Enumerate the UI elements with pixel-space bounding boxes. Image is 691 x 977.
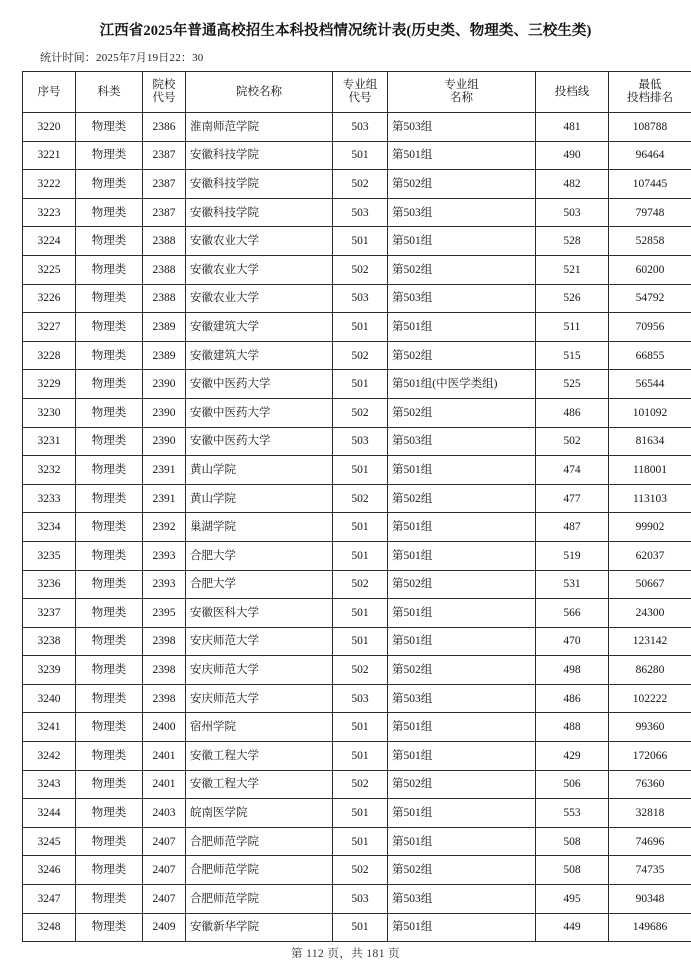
cell-group-code: 501 <box>333 227 388 256</box>
cell-group-code: 501 <box>333 141 388 170</box>
cell-college-code: 2390 <box>143 370 186 399</box>
cell-college-name: 皖南医学院 <box>186 799 333 828</box>
cell-sequence: 3224 <box>23 227 76 256</box>
cell-college-code: 2389 <box>143 313 186 342</box>
cell-category: 物理类 <box>76 570 143 599</box>
table-row <box>23 627 691 656</box>
cell-group-code: 501 <box>333 513 388 542</box>
cell-min-rank: 62037 <box>609 541 691 570</box>
column-header-min-rank <box>609 72 691 113</box>
cell-score-line: 474 <box>536 456 609 485</box>
cell-college-name: 安徽中医药大学 <box>186 398 333 427</box>
cell-category: 物理类 <box>76 799 143 828</box>
cell-group-name: 第501组 <box>388 141 536 170</box>
cell-college-code: 2400 <box>143 713 186 742</box>
cell-group-name: 第503组 <box>388 113 536 142</box>
cell-group-code: 501 <box>333 313 388 342</box>
cell-group-name: 第503组 <box>388 284 536 313</box>
cell-sequence: 3239 <box>23 656 76 685</box>
college-code-line1: 院校 <box>152 78 176 91</box>
cell-college-name: 安徽农业大学 <box>186 227 333 256</box>
table-row <box>23 656 691 685</box>
cell-group-code: 502 <box>333 398 388 427</box>
cell-group-name: 第501组 <box>388 627 536 656</box>
table-row <box>23 885 691 914</box>
column-header-score-line: 投档线 <box>536 72 609 113</box>
page-footer: 第 112 页，共 181 页 <box>290 948 401 960</box>
cell-group-name: 第501组 <box>388 513 536 542</box>
cell-min-rank: 32818 <box>609 799 691 828</box>
cell-score-line: 486 <box>536 398 609 427</box>
cell-group-name: 第501组 <box>388 599 536 628</box>
cell-score-line: 526 <box>536 284 609 313</box>
cell-college-code: 2403 <box>143 799 186 828</box>
cell-group-code: 501 <box>333 599 388 628</box>
cell-sequence: 3234 <box>23 513 76 542</box>
table-row <box>23 770 691 799</box>
cell-min-rank: 102222 <box>609 684 691 713</box>
cell-college-code: 2393 <box>143 570 186 599</box>
cell-min-rank: 108788 <box>609 113 691 142</box>
cell-score-line: 498 <box>536 656 609 685</box>
cell-score-line: 502 <box>536 427 609 456</box>
cell-min-rank: 50667 <box>609 570 691 599</box>
cell-college-code: 2388 <box>143 255 186 284</box>
cell-category: 物理类 <box>76 370 143 399</box>
cell-min-rank: 70956 <box>609 313 691 342</box>
cell-min-rank: 24300 <box>609 599 691 628</box>
table-body <box>23 113 691 942</box>
table-row <box>23 427 691 456</box>
cell-college-name: 安徽中医药大学 <box>186 370 333 399</box>
cell-college-name: 宿州学院 <box>186 713 333 742</box>
cell-college-name: 安庆师范大学 <box>186 656 333 685</box>
cell-group-code: 502 <box>333 255 388 284</box>
cell-category: 物理类 <box>76 713 143 742</box>
cell-min-rank: 56544 <box>609 370 691 399</box>
cell-sequence: 3221 <box>23 141 76 170</box>
cell-college-name: 巢湖学院 <box>186 513 333 542</box>
cell-college-code: 2391 <box>143 484 186 513</box>
cell-score-line: 506 <box>536 770 609 799</box>
table-row <box>23 541 691 570</box>
cell-sequence: 3247 <box>23 885 76 914</box>
cell-college-name: 安徽农业大学 <box>186 284 333 313</box>
cell-college-code: 2398 <box>143 684 186 713</box>
table-row <box>23 370 691 399</box>
column-header-college-code <box>143 72 186 113</box>
cell-min-rank: 101092 <box>609 398 691 427</box>
cell-group-code: 502 <box>333 656 388 685</box>
cell-group-code: 503 <box>333 427 388 456</box>
cell-score-line: 486 <box>536 684 609 713</box>
cell-group-code: 501 <box>333 913 388 942</box>
cell-college-name: 安徽科技学院 <box>186 141 333 170</box>
cell-sequence: 3244 <box>23 799 76 828</box>
cell-group-name: 第501组 <box>388 713 536 742</box>
cell-group-code: 501 <box>333 827 388 856</box>
cell-sequence: 3245 <box>23 827 76 856</box>
cell-college-code: 2387 <box>143 141 186 170</box>
cell-sequence: 3246 <box>23 856 76 885</box>
table-header-row <box>23 72 691 113</box>
cell-group-name: 第501组 <box>388 913 536 942</box>
column-header-group-name <box>388 72 536 113</box>
cell-sequence: 3229 <box>23 370 76 399</box>
cell-college-name: 安徽科技学院 <box>186 198 333 227</box>
cell-sequence: 3230 <box>23 398 76 427</box>
cell-college-name: 合肥大学 <box>186 541 333 570</box>
cell-group-name: 第501组 <box>388 827 536 856</box>
cell-group-name: 第501组 <box>388 456 536 485</box>
cell-category: 物理类 <box>76 827 143 856</box>
cell-category: 物理类 <box>76 856 143 885</box>
cell-college-name: 安徽建筑大学 <box>186 341 333 370</box>
cell-category: 物理类 <box>76 227 143 256</box>
cell-score-line: 482 <box>536 170 609 199</box>
table-row <box>23 827 691 856</box>
cell-score-line: 429 <box>536 742 609 771</box>
cell-min-rank: 118001 <box>609 456 691 485</box>
cell-college-name: 合肥师范学院 <box>186 885 333 914</box>
table-row <box>23 198 691 227</box>
cell-category: 物理类 <box>76 656 143 685</box>
cell-college-code: 2388 <box>143 227 186 256</box>
cell-sequence: 3235 <box>23 541 76 570</box>
cell-college-name: 合肥师范学院 <box>186 827 333 856</box>
cell-category: 物理类 <box>76 541 143 570</box>
cell-group-name: 第502组 <box>388 570 536 599</box>
cell-college-name: 安徽新华学院 <box>186 913 333 942</box>
cell-sequence: 3248 <box>23 913 76 942</box>
cell-min-rank: 79748 <box>609 198 691 227</box>
cell-college-name: 淮南师范学院 <box>186 113 333 142</box>
cell-category: 物理类 <box>76 398 143 427</box>
cell-score-line: 477 <box>536 484 609 513</box>
cell-sequence: 3220 <box>23 113 76 142</box>
table-row <box>23 227 691 256</box>
cell-college-code: 2393 <box>143 541 186 570</box>
cell-group-code: 502 <box>333 170 388 199</box>
cell-min-rank: 99902 <box>609 513 691 542</box>
cell-group-name: 第502组 <box>388 255 536 284</box>
cell-sequence: 3233 <box>23 484 76 513</box>
cell-min-rank: 96464 <box>609 141 691 170</box>
cell-college-name: 安徽中医药大学 <box>186 427 333 456</box>
cell-sequence: 3237 <box>23 599 76 628</box>
cell-category: 物理类 <box>76 198 143 227</box>
cell-college-name: 安徽科技学院 <box>186 170 333 199</box>
cell-category: 物理类 <box>76 913 143 942</box>
table-row <box>23 742 691 771</box>
cell-group-code: 503 <box>333 198 388 227</box>
cell-college-name: 安庆师范大学 <box>186 627 333 656</box>
table-row <box>23 513 691 542</box>
cell-min-rank: 90348 <box>609 885 691 914</box>
cell-category: 物理类 <box>76 599 143 628</box>
page-title: 江西省2025年普通高校招生本科投档情况统计表(历史类、物理类、三校生类) <box>99 23 592 39</box>
cell-min-rank: 123142 <box>609 627 691 656</box>
cell-group-code: 501 <box>333 541 388 570</box>
cell-category: 物理类 <box>76 255 143 284</box>
cell-group-code: 502 <box>333 856 388 885</box>
cell-group-name: 第502组 <box>388 170 536 199</box>
cell-college-code: 2407 <box>143 827 186 856</box>
cell-group-code: 501 <box>333 627 388 656</box>
cell-group-code: 503 <box>333 113 388 142</box>
table-row <box>23 113 691 142</box>
cell-group-name: 第503组 <box>388 427 536 456</box>
cell-sequence: 3236 <box>23 570 76 599</box>
column-header-college-name: 院校名称 <box>186 72 333 113</box>
table-row <box>23 484 691 513</box>
cell-sequence: 3240 <box>23 684 76 713</box>
cell-college-name: 安庆师范大学 <box>186 684 333 713</box>
cell-college-code: 2387 <box>143 170 186 199</box>
cell-score-line: 521 <box>536 255 609 284</box>
cell-college-code: 2401 <box>143 770 186 799</box>
cell-college-name: 黄山学院 <box>186 484 333 513</box>
cell-group-name: 第501组 <box>388 799 536 828</box>
cell-score-line: 528 <box>536 227 609 256</box>
cell-group-name: 第501组 <box>388 742 536 771</box>
table-row <box>23 341 691 370</box>
cell-category: 物理类 <box>76 141 143 170</box>
cell-group-name: 第502组 <box>388 484 536 513</box>
cell-group-name: 第503组 <box>388 885 536 914</box>
cell-sequence: 3228 <box>23 341 76 370</box>
cell-group-name: 第501组 <box>388 227 536 256</box>
cell-group-name: 第502组 <box>388 398 536 427</box>
cell-college-name: 合肥师范学院 <box>186 856 333 885</box>
college-code-line2: 代号 <box>152 92 176 104</box>
cell-category: 物理类 <box>76 627 143 656</box>
cell-score-line: 495 <box>536 885 609 914</box>
cell-group-code: 502 <box>333 570 388 599</box>
min-rank-line2: 投档排名 <box>627 92 673 104</box>
cell-college-name: 安徽建筑大学 <box>186 313 333 342</box>
cell-score-line: 488 <box>536 713 609 742</box>
cell-group-name: 第503组 <box>388 684 536 713</box>
cell-group-code: 501 <box>333 456 388 485</box>
cell-college-code: 2391 <box>143 456 186 485</box>
cell-min-rank: 99360 <box>609 713 691 742</box>
cell-college-name: 黄山学院 <box>186 456 333 485</box>
cell-sequence: 3232 <box>23 456 76 485</box>
table-row <box>23 141 691 170</box>
cell-college-code: 2387 <box>143 198 186 227</box>
cell-group-code: 502 <box>333 341 388 370</box>
cell-sequence: 3238 <box>23 627 76 656</box>
table-row <box>23 799 691 828</box>
cell-score-line: 487 <box>536 513 609 542</box>
cell-college-code: 2409 <box>143 913 186 942</box>
cell-college-code: 2407 <box>143 856 186 885</box>
statistics-timestamp: 统计时间：2025年7月19日22：30 <box>40 52 204 64</box>
column-header-group-code <box>333 72 388 113</box>
table-row <box>23 570 691 599</box>
table-row <box>23 255 691 284</box>
cell-min-rank: 74696 <box>609 827 691 856</box>
cell-group-code: 501 <box>333 370 388 399</box>
cell-college-code: 2398 <box>143 627 186 656</box>
cell-college-name: 安徽医科大学 <box>186 599 333 628</box>
cell-sequence: 3223 <box>23 198 76 227</box>
cell-category: 物理类 <box>76 456 143 485</box>
cell-category: 物理类 <box>76 113 143 142</box>
cell-group-code: 501 <box>333 799 388 828</box>
cell-college-code: 2386 <box>143 113 186 142</box>
cell-group-name: 第502组 <box>388 656 536 685</box>
cell-category: 物理类 <box>76 885 143 914</box>
cell-score-line: 503 <box>536 198 609 227</box>
column-header-sequence: 序号 <box>23 72 76 113</box>
cell-category: 物理类 <box>76 684 143 713</box>
cell-group-code: 502 <box>333 770 388 799</box>
cell-college-code: 2390 <box>143 398 186 427</box>
cell-category: 物理类 <box>76 284 143 313</box>
cell-min-rank: 113103 <box>609 484 691 513</box>
cell-group-code: 503 <box>333 284 388 313</box>
cell-min-rank: 54792 <box>609 284 691 313</box>
table-row <box>23 284 691 313</box>
cell-group-name: 第502组 <box>388 856 536 885</box>
min-rank-line1: 最低 <box>638 78 662 91</box>
cell-min-rank: 52858 <box>609 227 691 256</box>
group-code-line2: 代号 <box>348 92 372 104</box>
cell-sequence: 3225 <box>23 255 76 284</box>
cell-college-code: 2401 <box>143 742 186 771</box>
cell-sequence: 3222 <box>23 170 76 199</box>
cell-sequence: 3243 <box>23 770 76 799</box>
group-name-line2: 名称 <box>450 92 473 104</box>
cell-college-name: 合肥大学 <box>186 570 333 599</box>
cell-college-code: 2390 <box>143 427 186 456</box>
admission-statistics-table <box>22 71 691 942</box>
cell-min-rank: 74735 <box>609 856 691 885</box>
table-row <box>23 684 691 713</box>
table-row <box>23 456 691 485</box>
cell-category: 物理类 <box>76 170 143 199</box>
cell-sequence: 3241 <box>23 713 76 742</box>
table-row <box>23 856 691 885</box>
cell-sequence: 3226 <box>23 284 76 313</box>
cell-group-code: 501 <box>333 713 388 742</box>
cell-score-line: 519 <box>536 541 609 570</box>
cell-score-line: 470 <box>536 627 609 656</box>
table-row <box>23 599 691 628</box>
cell-group-name: 第502组 <box>388 341 536 370</box>
cell-score-line: 553 <box>536 799 609 828</box>
cell-college-code: 2392 <box>143 513 186 542</box>
cell-category: 物理类 <box>76 427 143 456</box>
cell-college-code: 2389 <box>143 341 186 370</box>
cell-college-name: 安徽工程大学 <box>186 770 333 799</box>
cell-min-rank: 86280 <box>609 656 691 685</box>
cell-group-code: 503 <box>333 885 388 914</box>
cell-group-code: 501 <box>333 742 388 771</box>
cell-score-line: 481 <box>536 113 609 142</box>
cell-min-rank: 66855 <box>609 341 691 370</box>
cell-sequence: 3231 <box>23 427 76 456</box>
cell-college-code: 2388 <box>143 284 186 313</box>
cell-group-name: 第502组 <box>388 770 536 799</box>
table-row <box>23 713 691 742</box>
cell-score-line: 566 <box>536 599 609 628</box>
cell-college-name: 安徽农业大学 <box>186 255 333 284</box>
cell-category: 物理类 <box>76 341 143 370</box>
table-row <box>23 313 691 342</box>
cell-group-name: 第501组(中医学类组) <box>388 370 536 399</box>
cell-score-line: 449 <box>536 913 609 942</box>
column-header-category: 科类 <box>76 72 143 113</box>
table-row <box>23 170 691 199</box>
cell-score-line: 490 <box>536 141 609 170</box>
cell-college-code: 2398 <box>143 656 186 685</box>
cell-score-line: 515 <box>536 341 609 370</box>
group-name-line1: 专业组 <box>444 78 479 91</box>
cell-min-rank: 76360 <box>609 770 691 799</box>
cell-score-line: 511 <box>536 313 609 342</box>
cell-category: 物理类 <box>76 513 143 542</box>
table-row <box>23 398 691 427</box>
cell-score-line: 508 <box>536 827 609 856</box>
cell-group-name: 第501组 <box>388 313 536 342</box>
cell-min-rank: 149686 <box>609 913 691 942</box>
cell-group-code: 503 <box>333 684 388 713</box>
cell-min-rank: 107445 <box>609 170 691 199</box>
cell-category: 物理类 <box>76 742 143 771</box>
cell-sequence: 3227 <box>23 313 76 342</box>
cell-college-code: 2395 <box>143 599 186 628</box>
cell-category: 物理类 <box>76 484 143 513</box>
group-code-line1: 专业组 <box>342 78 378 91</box>
cell-score-line: 531 <box>536 570 609 599</box>
cell-college-code: 2407 <box>143 885 186 914</box>
cell-sequence: 3242 <box>23 742 76 771</box>
table-header <box>23 72 691 113</box>
cell-category: 物理类 <box>76 313 143 342</box>
cell-group-code: 502 <box>333 484 388 513</box>
cell-college-name: 安徽工程大学 <box>186 742 333 771</box>
cell-group-name: 第503组 <box>388 198 536 227</box>
cell-score-line: 508 <box>536 856 609 885</box>
cell-category: 物理类 <box>76 770 143 799</box>
table-row <box>23 913 691 942</box>
cell-min-rank: 81634 <box>609 427 691 456</box>
cell-group-name: 第501组 <box>388 541 536 570</box>
cell-score-line: 525 <box>536 370 609 399</box>
cell-min-rank: 60200 <box>609 255 691 284</box>
cell-min-rank: 172066 <box>609 742 691 771</box>
